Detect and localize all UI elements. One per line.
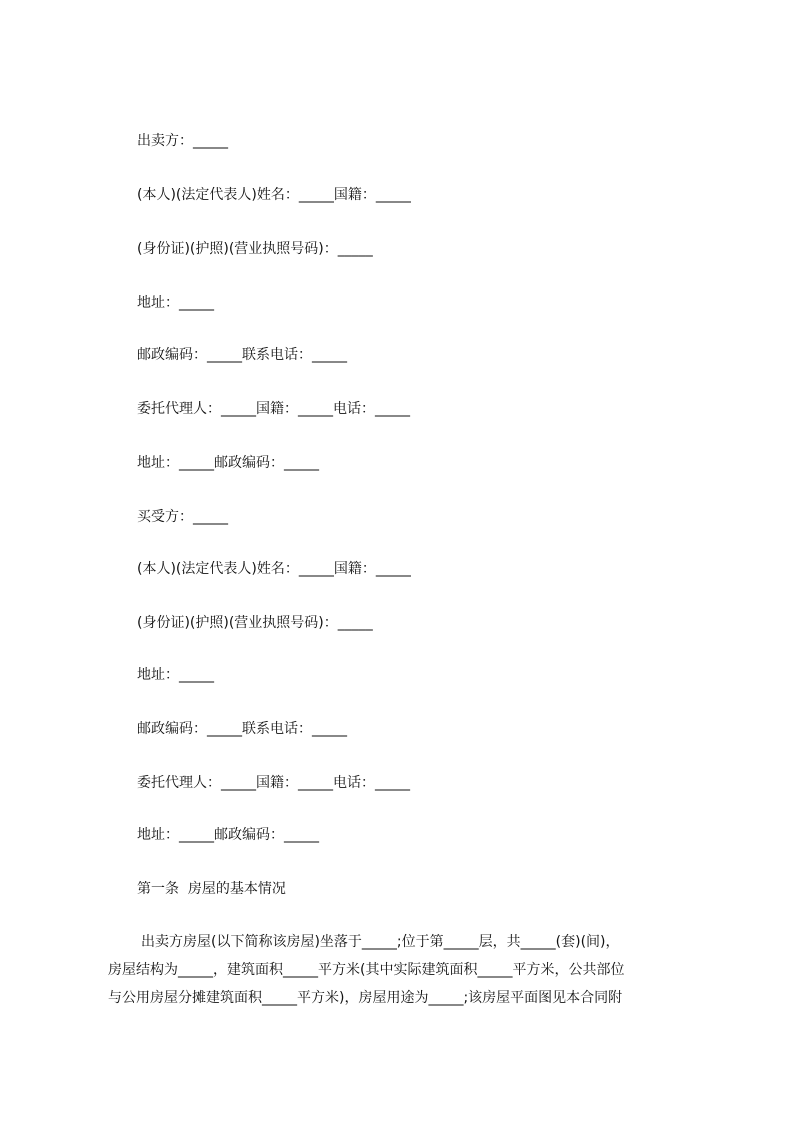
buyer-address: 地址：_____ [137, 667, 214, 683]
article1-line-3: 与公用房屋分摊建筑面积_____平方米)，房屋用途为_____;该房屋平面图见本合同附 [108, 990, 623, 1006]
seller-agent: 委托代理人：_____国籍：_____电话：_____ [137, 401, 410, 417]
buyer-postal-phone: 邮政编码：_____联系电话：_____ [137, 721, 347, 737]
seller-name-line: (本人)(法定代表人)姓名：_____国籍：_____ [137, 187, 411, 203]
buyer-agent-address: 地址：_____邮政编码：_____ [137, 827, 319, 843]
seller-agent-address: 地址：_____邮政编码：_____ [137, 455, 319, 471]
seller-address: 地址：_____ [137, 295, 214, 311]
article1-heading: 第一条 房屋的基本情况 [137, 881, 286, 897]
article1-paragraph [108, 928, 698, 1012]
buyer-id-line: (身份证)(护照)(营业执照号码)：_____ [137, 615, 373, 631]
article1-line-1: 出卖方房屋(以下简称该房屋)坐落于_____;位于第_____层，共_____(套)(间)， [141, 934, 620, 950]
buyer-header: 买受方：_____ [137, 509, 228, 525]
buyer-name-line: (本人)(法定代表人)姓名：_____国籍：_____ [137, 561, 411, 577]
buyer-agent: 委托代理人：_____国籍：_____电话：_____ [137, 775, 410, 791]
seller-id-line: (身份证)(护照)(营业执照号码)：_____ [137, 241, 373, 257]
seller-header: 出卖方：_____ [137, 133, 228, 149]
seller-postal-phone: 邮政编码：_____联系电话：_____ [137, 347, 347, 363]
article1-line-2: 房屋结构为_____，建筑面积_____平方米(其中实际建筑面积_____平方米，公共部位 [108, 962, 625, 978]
